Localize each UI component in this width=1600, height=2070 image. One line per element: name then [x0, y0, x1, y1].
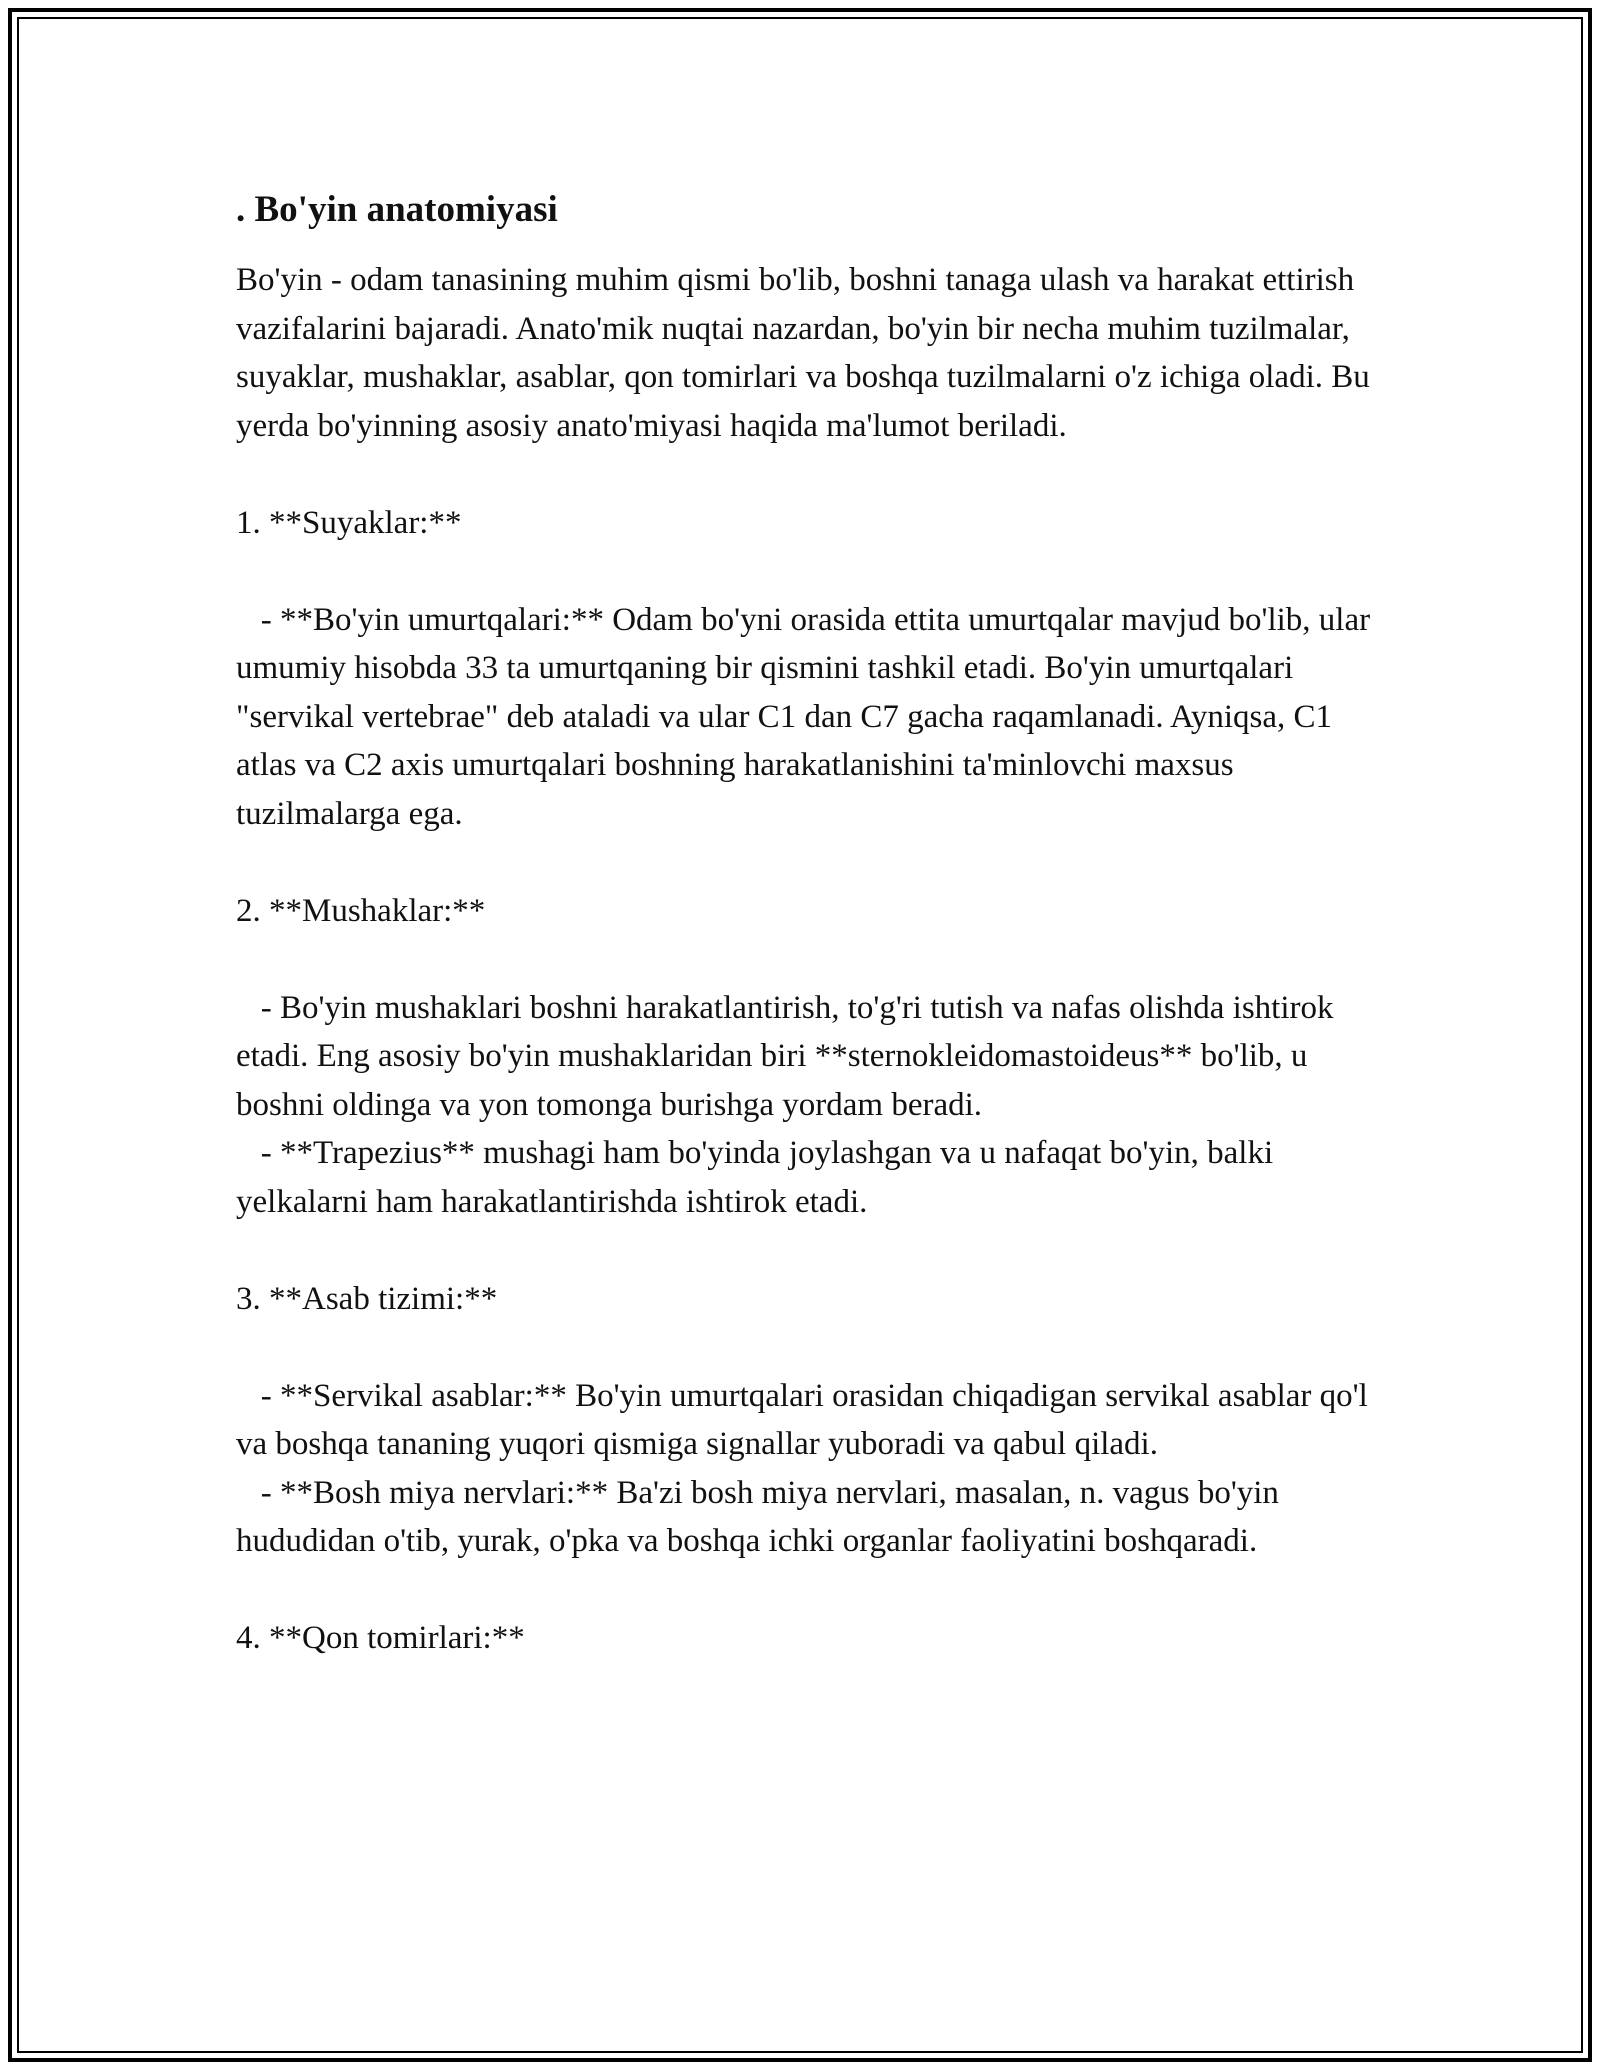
section-title-bones: 1. **Suyaklar:** [236, 504, 462, 541]
section-title-nervous-system: 3. **Asab tizimi:** [236, 1280, 498, 1317]
document-heading: . Bo'yin anatomiyasi [236, 189, 558, 230]
spacer [236, 450, 1386, 499]
list-item-cervical-nerves: - **Servikal asablar:** Bo'yin umurtqalari orasidan chiqadigan servikal asablar qo'l va boshqa tananing yuqori qismiga signallar yuboradi va qabul qiladi. [236, 1377, 1376, 1462]
intro-paragraph: Bo'yin - odam tanasining muhim qismi bo'lib, boshni tanaga ulash va harakat ettirish vazifalarini bajaradi. Anato'mik nuqtai nazardan, bo'yin bir necha muhim tuzilmalar, suyaklar, mushaklar, asablar, qon tomirlari va boshqa tuzilmalarni o'z ichiga oladi. Bu yerda bo'yinning asosiy anato'miyasi haqida ma'lumot beriladi. [236, 262, 1378, 444]
spacer [236, 838, 1386, 887]
spacer [236, 1226, 1386, 1275]
spacer [236, 1566, 1386, 1615]
section-title-muscles: 2. **Mushaklar:** [236, 892, 486, 929]
spacer [236, 1323, 1386, 1372]
spacer [236, 935, 1386, 984]
document-body [236, 186, 1386, 1663]
spacer [236, 547, 1386, 596]
section-title-blood-vessels: 4. **Qon tomirlari:** [236, 1620, 525, 1656]
list-item-neck-muscles: - Bo'yin mushaklari boshni harakatlantirish, to'g'ri tutish va nafas olishda ishtirok etadi. Eng asosiy bo'yin mushaklaridan biri **sternokleidomastoideus** bo'lib, u boshni oldinga va yon tomonga burishga yordam beradi. [236, 989, 1342, 1123]
list-item-cranial-nerves: - **Bosh miya nervlari:** Ba'zi bosh miya nervlari, masalan, n. vagus bo'yin hududidan o'tib, yurak, o'pka va boshqa ichki organlar faoliyatini boshqaradi. [236, 1474, 1288, 1559]
list-item-cervical-vertebrae: - **Bo'yin umurtqalari:** Odam bo'yni orasida ettita umurtqalar mavjud bo'lib, ular umumiy hisobda 33 ta umurtqaning bir qismini tashkil etadi. Bo'yin umurtqalari "servikal vertebrae" deb ataladi va ular C1 dan C7 gacha raqamlanadi. Ayniqsa, C1 atlas va C2 axis umurtqalari boshning harakatlanishini ta'minlovchi maxsus tuzilmalarga ega. [236, 601, 1379, 832]
list-item-trapezius: - **Trapezius** mushagi ham bo'yinda joylashgan va u nafaqat bo'yin, balki yelkalarni ham harakatlantirishda ishtirok etadi. [236, 1135, 1282, 1220]
